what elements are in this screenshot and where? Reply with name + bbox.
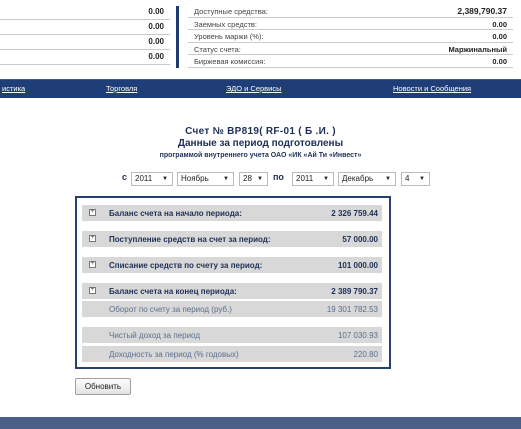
report-row-label: Поступление средств на счет за период: bbox=[109, 235, 271, 244]
period-report bbox=[75, 196, 391, 369]
summary-value: 2,389,790.37 bbox=[457, 6, 507, 16]
summary-value: 0.00 bbox=[492, 57, 507, 66]
report-row-label: Баланс счета на начало периода: bbox=[109, 209, 242, 218]
summary-label: Биржевая комиссия: bbox=[194, 57, 266, 66]
chevron-down-icon: ▼ bbox=[223, 176, 229, 182]
value-column-divider bbox=[382, 205, 384, 365]
chevron-down-icon: ▼ bbox=[385, 176, 391, 182]
summary-label: Уровень маржи (%): bbox=[194, 32, 264, 41]
report-row-label: Баланс счета на конец периода: bbox=[109, 287, 237, 296]
from-year-value: 2011 bbox=[135, 174, 153, 183]
report-row-label: Чистый доход за период bbox=[109, 331, 200, 340]
to-label: по bbox=[273, 172, 284, 182]
left-summary-value: 0.00 bbox=[148, 22, 164, 31]
refresh-button[interactable]: Обновить bbox=[75, 378, 131, 395]
report-row-value: 2 326 759.44 bbox=[331, 209, 378, 218]
account-summary bbox=[188, 5, 513, 68]
summary-label: Заемных средств: bbox=[194, 19, 257, 29]
chevron-down-icon: ▼ bbox=[323, 176, 329, 182]
nav-item-news[interactable]: Новости и Сообщения bbox=[393, 84, 472, 93]
expand-plus-icon[interactable]: + bbox=[90, 287, 95, 293]
account-info-panel bbox=[0, 0, 521, 75]
left-summary-value: 0.00 bbox=[148, 7, 164, 16]
from-year-select[interactable] bbox=[131, 172, 173, 186]
report-row-label: Доходность за период (% годовых) bbox=[109, 350, 239, 359]
to-day-select[interactable] bbox=[401, 172, 430, 186]
from-month-value: Ноябрь bbox=[181, 174, 209, 183]
report-row-value: 101 000.00 bbox=[337, 261, 378, 270]
report-row-yield bbox=[82, 346, 384, 362]
panel-divider bbox=[176, 6, 179, 68]
from-month-select[interactable] bbox=[177, 172, 234, 186]
left-summary-row bbox=[0, 35, 170, 50]
to-month-select[interactable] bbox=[338, 172, 396, 186]
to-day-value: 4 bbox=[405, 174, 410, 183]
chevron-down-icon: ▼ bbox=[257, 176, 263, 182]
report-row-withdrawals[interactable] bbox=[82, 257, 384, 273]
summary-row-available bbox=[188, 5, 513, 18]
report-row-turnover bbox=[82, 301, 384, 317]
from-label: с bbox=[122, 172, 128, 182]
report-row-label: Оборот по счету за период (руб.) bbox=[109, 305, 232, 314]
left-summary-value: 0.00 bbox=[148, 37, 164, 46]
report-subtitle: программой внутреннего учета ОАО «ИК «Ай Ти «Инвест» bbox=[159, 152, 362, 159]
value-column-divider bbox=[385, 205, 387, 365]
report-row-value: 220.80 bbox=[353, 350, 378, 359]
summary-label: Статус счета: bbox=[194, 44, 241, 54]
report-row-value: 19 301 782.53 bbox=[326, 305, 378, 314]
account-number-title: Счет № BP819( RF-01 ( Б .И. ) bbox=[185, 126, 336, 137]
left-summary-row bbox=[0, 5, 170, 20]
summary-value: 0.00 bbox=[492, 32, 507, 41]
left-summary-row bbox=[0, 50, 170, 65]
report-row-value: 107 030.93 bbox=[337, 331, 378, 340]
summary-label: Доступные средства: bbox=[194, 7, 268, 16]
from-day-select[interactable] bbox=[239, 172, 268, 186]
report-row-opening-balance[interactable] bbox=[82, 205, 384, 221]
left-summary-row bbox=[0, 20, 170, 35]
report-row-value: 2 389 790.37 bbox=[331, 287, 378, 296]
report-row-label: Списание средств по счету за период: bbox=[109, 261, 263, 270]
summary-row-borrowed bbox=[188, 18, 513, 31]
summary-row-commission bbox=[188, 55, 513, 68]
left-summary bbox=[0, 5, 170, 65]
report-row-net-income bbox=[82, 327, 384, 343]
nav-item-statistics[interactable]: истика bbox=[2, 84, 26, 93]
from-day-value: 28 bbox=[243, 174, 252, 183]
to-year-value: 2011 bbox=[296, 174, 314, 183]
to-year-select[interactable] bbox=[292, 172, 334, 186]
left-summary-value: 0.00 bbox=[148, 52, 164, 61]
chevron-down-icon: ▼ bbox=[419, 176, 425, 182]
main-nav bbox=[0, 79, 521, 98]
summary-value: Маржинальный bbox=[448, 44, 507, 54]
report-row-deposits[interactable] bbox=[82, 231, 384, 247]
summary-row-margin-level bbox=[188, 30, 513, 43]
report-row-closing-balance[interactable] bbox=[82, 283, 384, 299]
nav-item-edo-services[interactable]: ЭДО и Сервисы bbox=[226, 84, 282, 93]
nav-item-trading[interactable]: Торговля bbox=[106, 84, 138, 93]
report-row-value: 57 000.00 bbox=[342, 235, 378, 244]
footer-bar bbox=[0, 417, 521, 429]
report-title: Данные за период подготовлены bbox=[177, 138, 344, 149]
expand-plus-icon[interactable]: + bbox=[90, 261, 95, 267]
to-month-value: Декабрь bbox=[342, 174, 374, 183]
summary-value: 0.00 bbox=[492, 19, 507, 29]
expand-plus-icon[interactable]: + bbox=[90, 209, 95, 215]
summary-row-status bbox=[188, 43, 513, 56]
chevron-down-icon: ▼ bbox=[162, 176, 168, 182]
expand-plus-icon[interactable]: + bbox=[90, 235, 95, 241]
